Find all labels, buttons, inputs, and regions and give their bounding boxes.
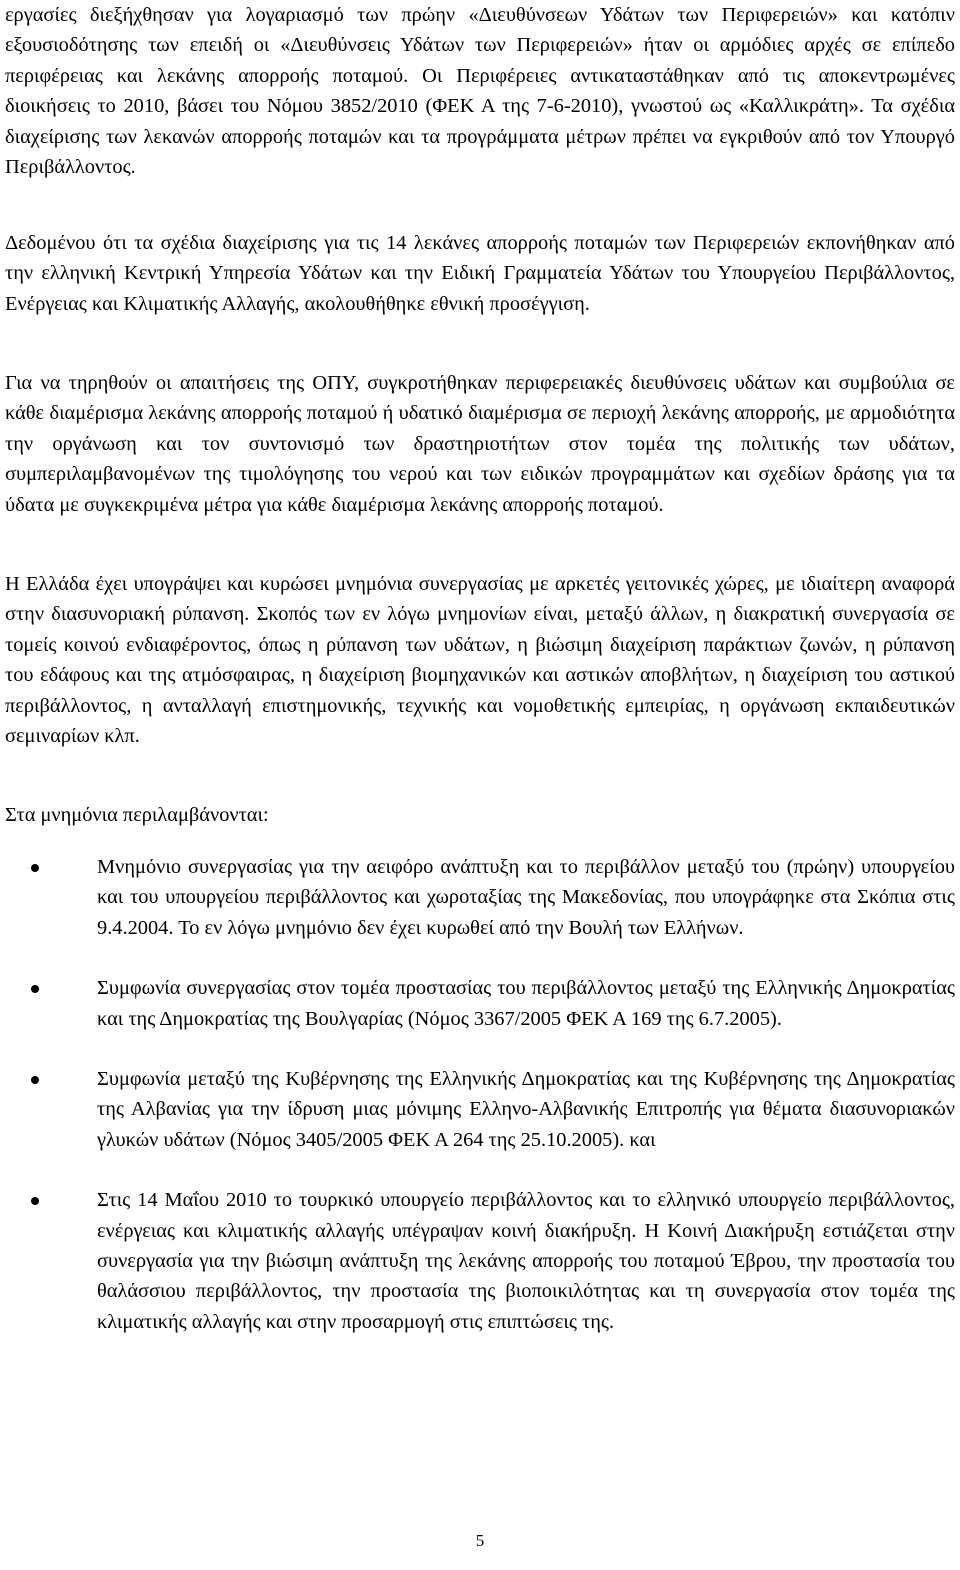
- bullet-icon: [31, 1197, 39, 1205]
- memoranda-list: [5, 852, 955, 1367]
- paragraph-wfd-requirements: Για να τηρηθούν οι απαιτήσεις της ΟΠΥ, συγκροτήθηκαν περιφερειακές διευθύνσεις υδάτων και συμβούλια σε κάθε διαμέρισμα λεκάνης απορροής ποταμού ή υδατικό διαμέρισμα σε περιοχή λεκάνης απορροής, με αρμοδιότητα την οργάνωση και τον συντονισμό των δραστηριοτήτων στον τομέα της πολιτικής των υδάτων, συμπεριλαμβανομένων της τιμολόγησης του νερού και των ειδικών προγραμμάτων και σχεδίων δράσης για τα ύδατα με συγκεκριμένα μέτρα για κάθε διαμέρισμα λεκάνης απορροής ποταμού.: [5, 372, 955, 516]
- list-item: [5, 1064, 955, 1155]
- list-item-text: Στις 14 Μαΐου 2010 το τουρκικό υπουργείο περιβάλλοντος και το ελληνικό υπουργείο περιβάλλοντος, ενέργειας και κλιματικής αλλαγής υπέγραψαν κοινή διακήρυξη. Η Κοινή Διακήρυξη εστιάζεται στην συνεργασία για την βιώσιμη ανάπτυξη της λεκάνης απορροής του ποταμού Έβρου, την προστασία του θαλάσσιου περιβάλλοντος, την προστασία της βιοποικιλότητας και τη συνεργασία στον τομέα της κλιματικής αλλαγής και στην προσαρμογή στις επιπτώσεις της.: [97, 1189, 955, 1333]
- paragraph-memoranda: Η Ελλάδα έχει υπογράψει και κυρώσει μνημόνια συνεργασίας με αρκετές γειτονικές χώρες, με ιδιαίτερη αναφορά στην διασυνοριακή ρύπανση. Σκοπός των εν λόγω μνημονίων είναι, μεταξύ άλλων, η διακρατική συνεργασία σε τομείς κοινού ενδιαφέροντος, όπως η ρύπανση των υδάτων, η βιώσιμη διαχείριση παράκτιων ζωνών, η ρύπανση του εδάφους και της ατμόσφαιρας, η διαχείριση βιομηχανικών και αστικών αποβλήτων, η διαχείριση του αστικού περιβάλλοντος, η ανταλλαγή επιστημονικής, τεχνικής και νομοθετικής εμπειρίας, η οργάνωση εκπαιδευτικών σεμιναρίων κλπ.: [5, 573, 955, 748]
- bullet-icon: [31, 1076, 39, 1084]
- list-item-text: Μνημόνιο συνεργασίας για την αειφόρο ανάπτυξη και το περιβάλλον μεταξύ του (πρώην) υπουργείου και του υπουργείου περιβάλλοντος και χωροταξίας της Μακεδονίας, που υπογράφηκε στα Σκόπια στις 9.4.2004. Το εν λόγω μνημόνιο δεν έχει κυρωθεί από την Βουλή των Ελλήνων.: [97, 856, 955, 939]
- list-item: [5, 973, 955, 1034]
- bullet-icon: [31, 864, 39, 872]
- list-item-text: Συμφωνία μεταξύ της Κυβέρνησης της Ελληνικής Δημοκρατίας και της Κυβέρνησης της Δημοκρατίας της Αλβανίας για την ίδρυση μιας μόνιμης Ελληνο-Αλβανικής Επιτροπής για θέματα διασυνοριακών γλυκών υδάτων (Νόμος 3405/2005 ΦΕΚ Α 264 της 25.10.2005). και: [97, 1068, 955, 1151]
- bullet-icon: [31, 985, 39, 993]
- list-item: [5, 852, 955, 943]
- paragraph-national-approach: Δεδομένου ότι τα σχέδια διαχείρισης για τις 14 λεκάνες απορροής ποταμών των Περιφερειών εκπονήθηκαν από την ελληνική Κεντρική Υπηρεσία Υδάτων και την Ειδική Γραμματεία Υδάτων του Υπουργείου Περιβάλλοντος, Ενέργειας και Κλιματικής Αλλαγής, ακολουθήθηκε εθνική προσέγγιση.: [5, 232, 955, 315]
- page-number: 5: [475, 1531, 485, 1550]
- list-item-text: Συμφωνία συνεργασίας στον τομέα προστασίας του περιβάλλοντος μεταξύ της Ελληνικής Δημοκρατίας και της Δημοκρατίας της Βουλγαρίας (Νόμος 3367/2005 ΦΕΚ Α 169 της 6.7.2005).: [97, 977, 955, 1030]
- list-item: [5, 1185, 955, 1337]
- paragraph-memoranda-intro: Στα μνημόνια περιλαμβάνονται:: [5, 804, 269, 826]
- paragraph-water-directorates: εργασίες διεξήχθησαν για λογαριασμό των πρώην «Διευθύνσεων Υδάτων των Περιφερειών» και κατόπιν εξουσιοδότησης των επειδή οι «Διευθύνσεις Υδάτων των Περιφερειών» ήταν οι αρμόδιες αρχές σε επίπεδο περιφέρειας και λεκάνης απορροής ποταμού. Οι Περιφέρειες αντικαταστάθηκαν από τις αποκεντρωμένες διοικήσεις το 2010, βάσει του Νόμου 3852/2010 (ΦΕΚ Α της 7-6-2010), γνωστού ως «Καλλικράτη». Τα σχέδια διαχείρισης των λεκανών απορροής ποταμών και τα προγράμματα μέτρων πρέπει να εγκριθούν από τον Υπουργό Περιβάλλοντος.: [5, 4, 955, 179]
